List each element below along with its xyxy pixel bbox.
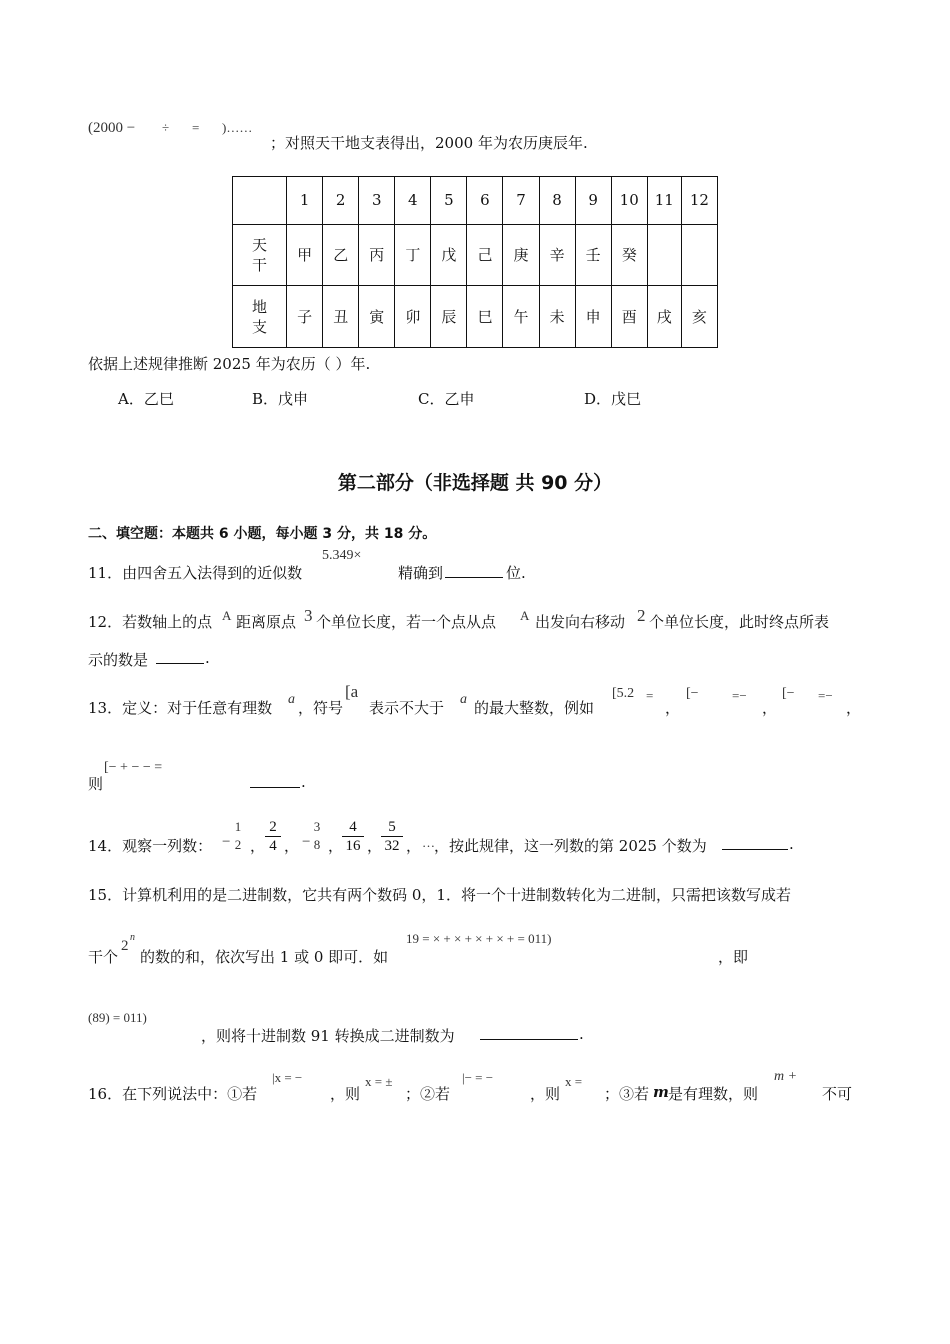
q16-formula-5: m + [774,1069,798,1084]
q16-formula-4: x = [565,1074,583,1089]
table-cell: 未 [539,286,575,348]
q12-point-a: A [222,608,232,623]
q16-text-6: 是有理数，则 [668,1085,759,1103]
q13-expression-fragment: [− + − − = [104,760,163,775]
table-cell: 午 [503,286,539,348]
table-cell: 壬 [575,224,611,286]
q15-equation-2: (89) = 011) [88,1010,147,1025]
q14-comma-4: ， [367,837,383,855]
table-cell: 丑 [323,286,359,348]
q14-fraction-2: $\frac{2}{4}$ [265,818,281,855]
intro-formula-div: ÷ [162,120,170,135]
option-d: D．戊巳 [584,390,642,408]
q13-comma-2: ， [762,699,778,717]
table-cell: 子 [287,286,323,348]
q14-answer-blank[interactable] [722,833,788,850]
q13-answer-blank[interactable] [250,771,300,788]
table-cell: 申 [575,286,611,348]
q14-comma-3: ， [328,837,344,855]
ganzhi-table [232,176,718,348]
intro-formula-close: )…… [222,120,253,135]
table-cell: 辰 [431,286,467,348]
q14-comma-2: ， [284,837,300,855]
q16-text-4: ，则 [530,1085,561,1103]
option-c: C．乙申 [418,390,475,408]
q16-var-m: m [653,1083,669,1101]
table-cell: 巳 [467,286,503,348]
table-cell: 丙 [359,224,395,286]
q14-text-pre: 14．观察一列数： [88,837,213,855]
section-title: 第二部分（非选择题 共 90 分） [337,472,613,494]
intro-formula-eq: = [192,120,200,135]
q16-text-7: 不可 [822,1085,853,1103]
table-cell: 寅 [359,286,395,348]
q11-text-2: 精确到 [398,564,444,582]
q15-power-base: 2 [121,938,129,954]
q13-comma-3: ， [846,699,862,717]
q13-floor-symbol: [a [345,682,359,701]
q10-question-tail: 依据上述规律推断 2025 年为农历（ ）年. [88,355,371,373]
table-header-cell: 6 [467,177,503,225]
table-cell: 卯 [395,286,431,348]
table-cell: 戌 [647,286,681,348]
q12-text-5: 个单位长度，此时终点所表 [649,613,830,631]
table-cell: 丁 [395,224,431,286]
table-row-tiangan [233,224,718,286]
table-header-cell: 8 [539,177,575,225]
table-cell: 辛 [539,224,575,286]
q15-answer-blank[interactable] [480,1023,578,1040]
q14-sign-3: − [302,834,311,850]
q12-text-line2: 示的数是 [88,651,149,669]
q13-text-end: . [301,773,306,791]
table-cell: 庚 [503,224,539,286]
intro-formula-open: (2000 − [88,120,136,136]
q15-line3: ，则将十进制数 91 转换成二进制数为 [201,1027,455,1045]
option-b: B．戊申 [252,390,309,408]
q14-text-end: . [789,835,794,853]
q14-comma-5: ， [406,837,422,855]
q14-fraction-5: $\frac{5}{32}$ [381,818,403,855]
row-label-dizhi: 地 支 [233,286,287,348]
table-row-dizhi [233,286,718,348]
q14-sign-1: − [222,834,231,850]
q12-text-3: 个单位长度，若一个点从点 [316,613,497,631]
option-a: A．乙巳 [118,390,174,408]
q12-answer-blank[interactable] [156,647,204,664]
q11-answer-blank[interactable] [445,561,503,578]
q16-formula-1: |x = − [272,1070,303,1085]
q14-fraction-3: 3 8 [313,819,321,852]
q15-text-end: . [579,1025,584,1043]
q15-equation-1: 19 = × + × + × + × + = 011) [406,931,552,946]
table-header-cell: 5 [431,177,467,225]
q12-text-2: 距离原点 [236,613,297,631]
q13-text-1: 13．定义：对于任意有理数 [88,699,273,717]
q11-number-fragment: 5.349× [322,548,362,563]
table-header-cell: 9 [575,177,611,225]
table-cell: 甲 [287,224,323,286]
fill-in-heading: 二、填空题：本题共 6 小题，每小题 3 分，共 18 分。 [88,526,437,542]
q16-text-3: ；②若 [405,1085,451,1103]
table-header-cell: 3 [359,177,395,225]
table-cell: 乙 [323,224,359,286]
table-corner-cell [233,177,287,225]
q13-text-2: ，符号 [298,699,344,717]
q13-example-1b: = [646,688,654,703]
q13-example-3: [− [782,686,795,701]
q15-line2-pre: 干个 [88,948,119,966]
row-label-tiangan: 天 干 [233,224,287,286]
q16-text-2: ，则 [330,1085,361,1103]
q13-example-3b: =− [818,688,833,703]
q15-line2-end: ，即 [718,948,749,966]
table-cell: 癸 [611,224,647,286]
q13-text-3: 表示不大于 [369,699,445,717]
table-header-cell: 12 [681,177,717,225]
q12-number-3: 3 [304,606,313,625]
q15-line1: 15．计算机利用的是二进制数，它共有两个数码 0，1．将一个十进制数转化为二进制，只需把该数写成若 [88,886,791,904]
q14-comma-1: ， [250,837,266,855]
table-cell [647,224,681,286]
table-cell: 己 [467,224,503,286]
q13-var-a: a [288,692,295,707]
table-header-row [233,177,718,225]
q12-point-a-2: A [520,608,530,623]
q11-text-end: 位. [506,564,526,582]
table-header-cell: 4 [395,177,431,225]
q13-example-2: [− [686,686,699,701]
q13-text-4: 的最大整数，例如 [474,699,595,717]
q13-example-2b: =− [732,688,747,703]
q13-comma-1: ， [665,699,681,717]
q14-text-post: ，按此规律，这一列数的第 2025 个数为 [434,837,707,855]
table-cell: 亥 [681,286,717,348]
q12-text-1: 12．若数轴上的点 [88,613,213,631]
q12-number-2: 2 [637,606,646,625]
q16-formula-3: |− = − [462,1070,494,1085]
table-header-cell: 7 [503,177,539,225]
q14-fraction-4: $\frac{4}{16}$ [342,818,364,855]
q13-var-a-2: a [460,692,467,707]
q13-example-1: [5.2 [612,686,635,701]
table-header-cell: 10 [611,177,647,225]
q16-formula-2: x = ± [365,1074,393,1089]
table-cell: 戊 [431,224,467,286]
table-header-cell: 11 [647,177,681,225]
q15-line2-mid: 的数的和，依次写出 1 或 0 即可．如 [140,948,389,966]
q14-fraction-1: 1 2 [234,819,242,852]
table-header-cell: 2 [323,177,359,225]
q15-power-exp: n [130,932,135,943]
q14-ellipsis: … [422,835,435,850]
q16-text-1: 16．在下列说法中：①若 [88,1085,258,1103]
table-header-cell: 1 [287,177,323,225]
q13-line2-pre: 则 [88,775,104,793]
intro-text: ；对照天干地支表得出，2000 年为农历庚辰年. [270,134,588,152]
q11-text: 11．由四舍五入法得到的近似数 [88,564,303,582]
q12-text-end: . [205,649,210,667]
table-cell: 酉 [611,286,647,348]
q16-text-5: ；③若 [604,1085,650,1103]
q12-text-4: 出发向右移动 [535,613,626,631]
table-cell [681,224,717,286]
